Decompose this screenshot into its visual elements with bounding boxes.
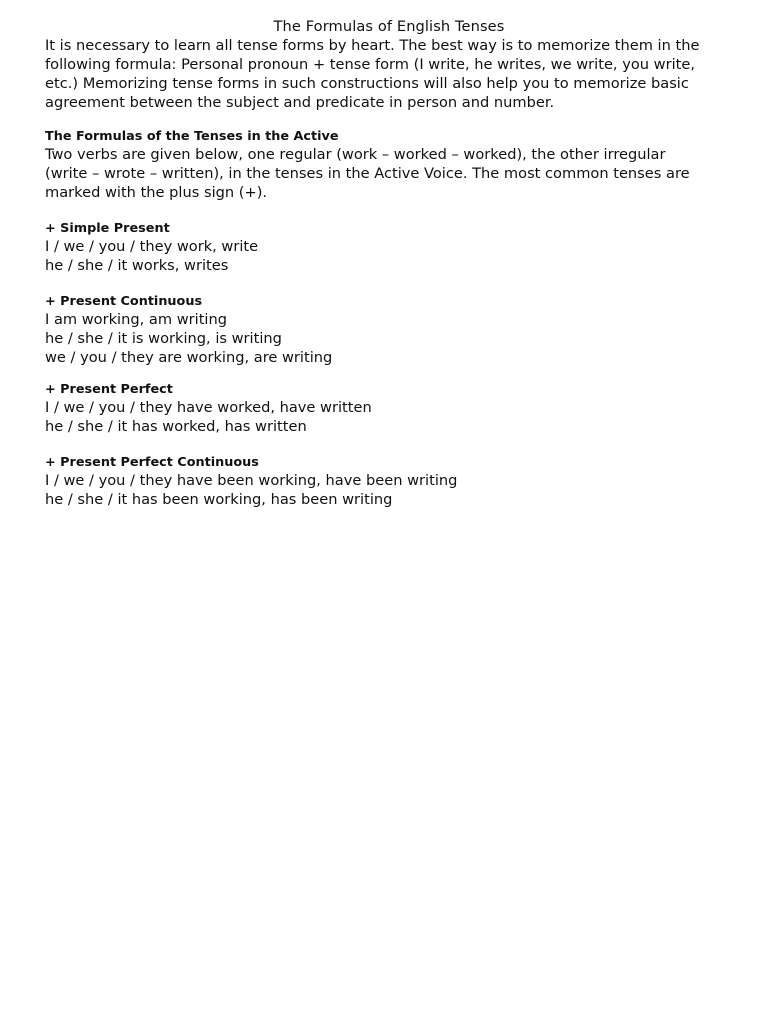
section-heading: + Present Perfect Continuous <box>45 455 259 470</box>
section-present-perfect <box>45 381 733 436</box>
intro-line: It is necessary to learn all tense forms by heart. The best way is to memorize them in the <box>45 37 700 54</box>
active-line: Two verbs are given below, one regular (work – worked – worked), the other irregular <box>45 146 666 163</box>
section-heading: + Simple Present <box>45 221 170 236</box>
formula-line: I am working, am writing <box>45 311 227 328</box>
active-voice-paragraph <box>45 145 733 202</box>
formula-line: he / she / it is working, is writing <box>45 330 282 347</box>
formula-line: we / you / they are working, are writing <box>45 349 333 366</box>
section-heading: + Present Continuous <box>45 294 203 309</box>
formula-line: he / she / it has been working, has been writing <box>45 491 393 508</box>
section-heading: + Present Perfect <box>45 382 173 397</box>
active-line: marked with the plus sign (+). <box>45 184 268 201</box>
active-voice-heading: The Formulas of the Tenses in the Active <box>45 129 339 144</box>
formula-line: he / she / it works, writes <box>45 257 229 274</box>
formula-line: he / she / it has worked, has written <box>45 418 307 435</box>
intro-line: following formula: Personal pronoun + tense form (I write, he writes, we write, you write, <box>45 56 695 73</box>
formula-line: I / we / you / they have worked, have written <box>45 399 372 416</box>
formula-line: I / we / you / they have been working, have been writing <box>45 472 458 489</box>
document-page <box>45 18 733 509</box>
document-title: The Formulas of English Tenses <box>273 18 505 35</box>
section-simple-present <box>45 220 733 275</box>
formula-line: I / we / you / they work, write <box>45 238 259 255</box>
active-line: (write – wrote – written), in the tenses in the Active Voice. The most common tenses are <box>45 165 690 182</box>
intro-paragraph <box>45 36 733 112</box>
section-present-perfect-continuous <box>45 454 733 509</box>
intro-line: agreement between the subject and predicate in person and number. <box>45 94 555 111</box>
intro-line: etc.) Memorizing tense forms in such constructions will also help you to memorize basic <box>45 75 689 92</box>
section-present-continuous <box>45 293 733 367</box>
